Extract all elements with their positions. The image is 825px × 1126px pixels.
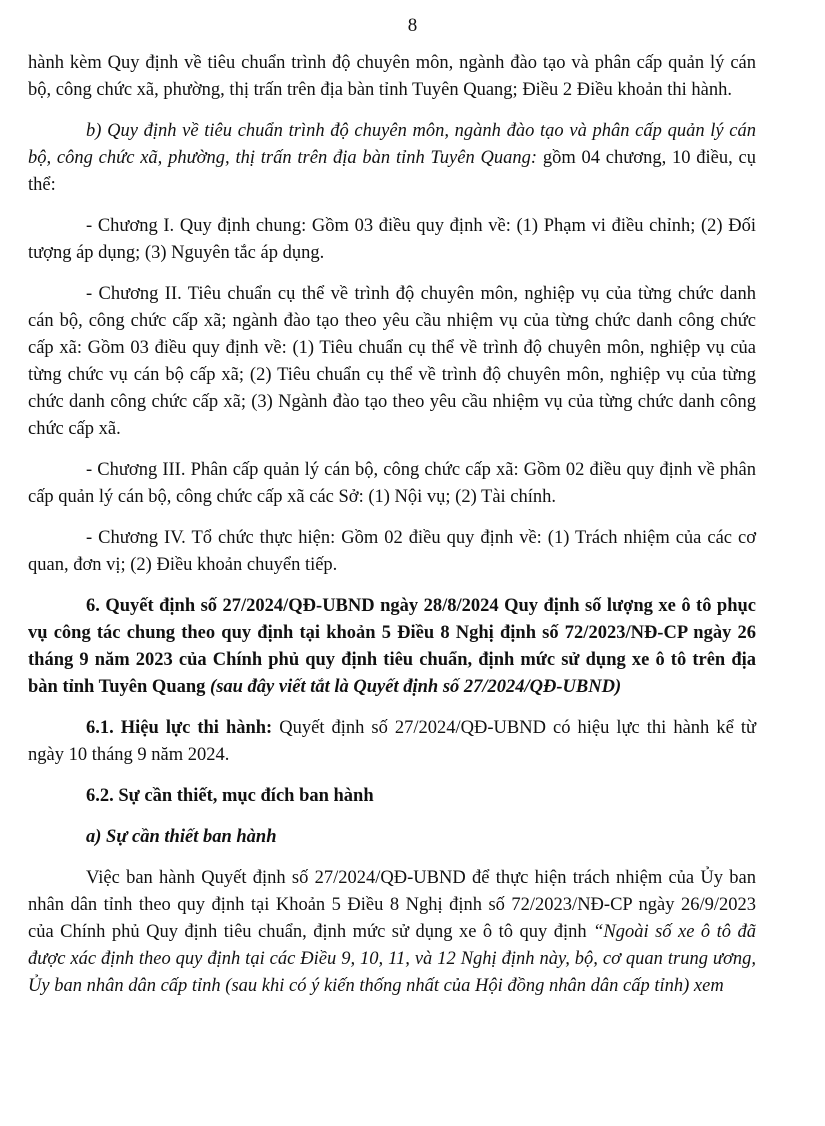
paragraph-necessity [28,865,756,1000]
heading-6-2: 6.2. Sự cần thiết, mục đích ban hành [86,786,374,806]
heading-necessity: a) Sự cần thiết ban hành [86,827,277,847]
section-b-text: gồm 04 chương, 10 điều, cụ thể: [28,148,756,195]
paragraph-chapter-3: - Chương III. Phân cấp quản lý cán bộ, công chức cấp xã: Gồm 02 điều quy định về phân cấp quản lý cán bộ, công chức cấp xã các Sở: (1) Nội vụ; (2) Tài chính. [28,460,756,507]
document-body [28,50,756,1012]
necessity-text: Việc ban hành Quyết định số 27/2024/QĐ-UBND để thực hiện trách nhiệm của Ủy ban nhân dân tỉnh theo quy định tại Khoản 5 Điều 8 Nghị định số 72/2023/NĐ-CP ngày 26/9/2023 của Chính phủ Quy định tiêu chuẩn, định mức sử dụng xe ô tô quy định [28,868,756,942]
necessity-quote: “Ngoài số xe ô tô đã được xác định theo quy định tại các Điều 9, 10, 11, và 12 Nghị định này, bộ, cơ quan trung ương, Ủy ban nhân dân cấp tỉnh (sau khi có ý kiến thống nhất của Hội đồng nhân dân cấp tỉnh) xem [28,922,756,996]
effective-text: Quyết định số 27/2024/QĐ-UBND có hiệu lực thi hành kể từ ngày 10 tháng 9 năm 2024. [28,718,756,765]
paragraph-chapter-4: - Chương IV. Tổ chức thực hiện: Gồm 02 điều quy định về: (1) Trách nhiệm của các cơ quan, đơn vị; (2) Điều khoản chuyển tiếp. [28,528,756,575]
effective-heading: 6.1. Hiệu lực thi hành: [86,718,273,738]
page-number: 8 [407,15,418,36]
paragraph-section-b [28,118,756,199]
paragraph-6-1 [28,715,756,769]
decision-6-abbreviation: (sau đây viết tắt là Quyết định số 27/2024/QĐ-UBND) [210,677,622,697]
paragraph-decision-6 [28,593,756,701]
decision-6-heading: 6. Quyết định số 27/2024/QĐ-UBND ngày 28/8/2024 Quy định số lượng xe ô tô phục vụ công tác chung theo quy định tại khoản 5 Điều 8 Nghị định số 72/2023/NĐ-CP ngày 26 tháng 9 năm 2023 của Chính phủ quy định tiêu chuẩn, định mức sử dụng xe ô tô trên địa bàn tỉnh Tuyên Quang [28,596,756,697]
paragraph-chapter-2: - Chương II. Tiêu chuẩn cụ thể về trình độ chuyên môn, nghiệp vụ của từng chức danh cán bộ, công chức cấp xã; ngành đào tạo theo yêu cầu nhiệm vụ của từng chức danh công chức cấp xã: Gồm 03 điều quy định về: (1) Tiêu chuẩn cụ thể về trình độ chuyên môn, nghiệp vụ của từng chức vụ cán bộ cấp xã; (2) Tiêu chuẩn cụ thể về trình độ chuyên môn, nghiệp vụ của từng chức danh công chức cấp xã; (3) Ngành đào tạo theo yêu cầu nhiệm vụ của từng chức danh công chức cấp xã. [28,284,756,439]
section-b-heading: b) Quy định về tiêu chuẩn trình độ chuyên môn, ngành đào tạo và phân cấp quản lý cán bộ, công chức xã, phường, thị trấn trên địa bàn tỉnh Tuyên Quang: [28,121,756,168]
paragraph-continuation: hành kèm Quy định về tiêu chuẩn trình độ chuyên môn, ngành đào tạo và phân cấp quản lý cán bộ, công chức xã, phường, thị trấn trên địa bàn tỉnh Tuyên Quang; Điều 2 Điều khoản thi hành. [28,53,756,100]
paragraph-chapter-1: - Chương I. Quy định chung: Gồm 03 điều quy định về: (1) Phạm vi điều chỉnh; (2) Đối tượng áp dụng; (3) Nguyên tắc áp dụng. [28,216,756,263]
